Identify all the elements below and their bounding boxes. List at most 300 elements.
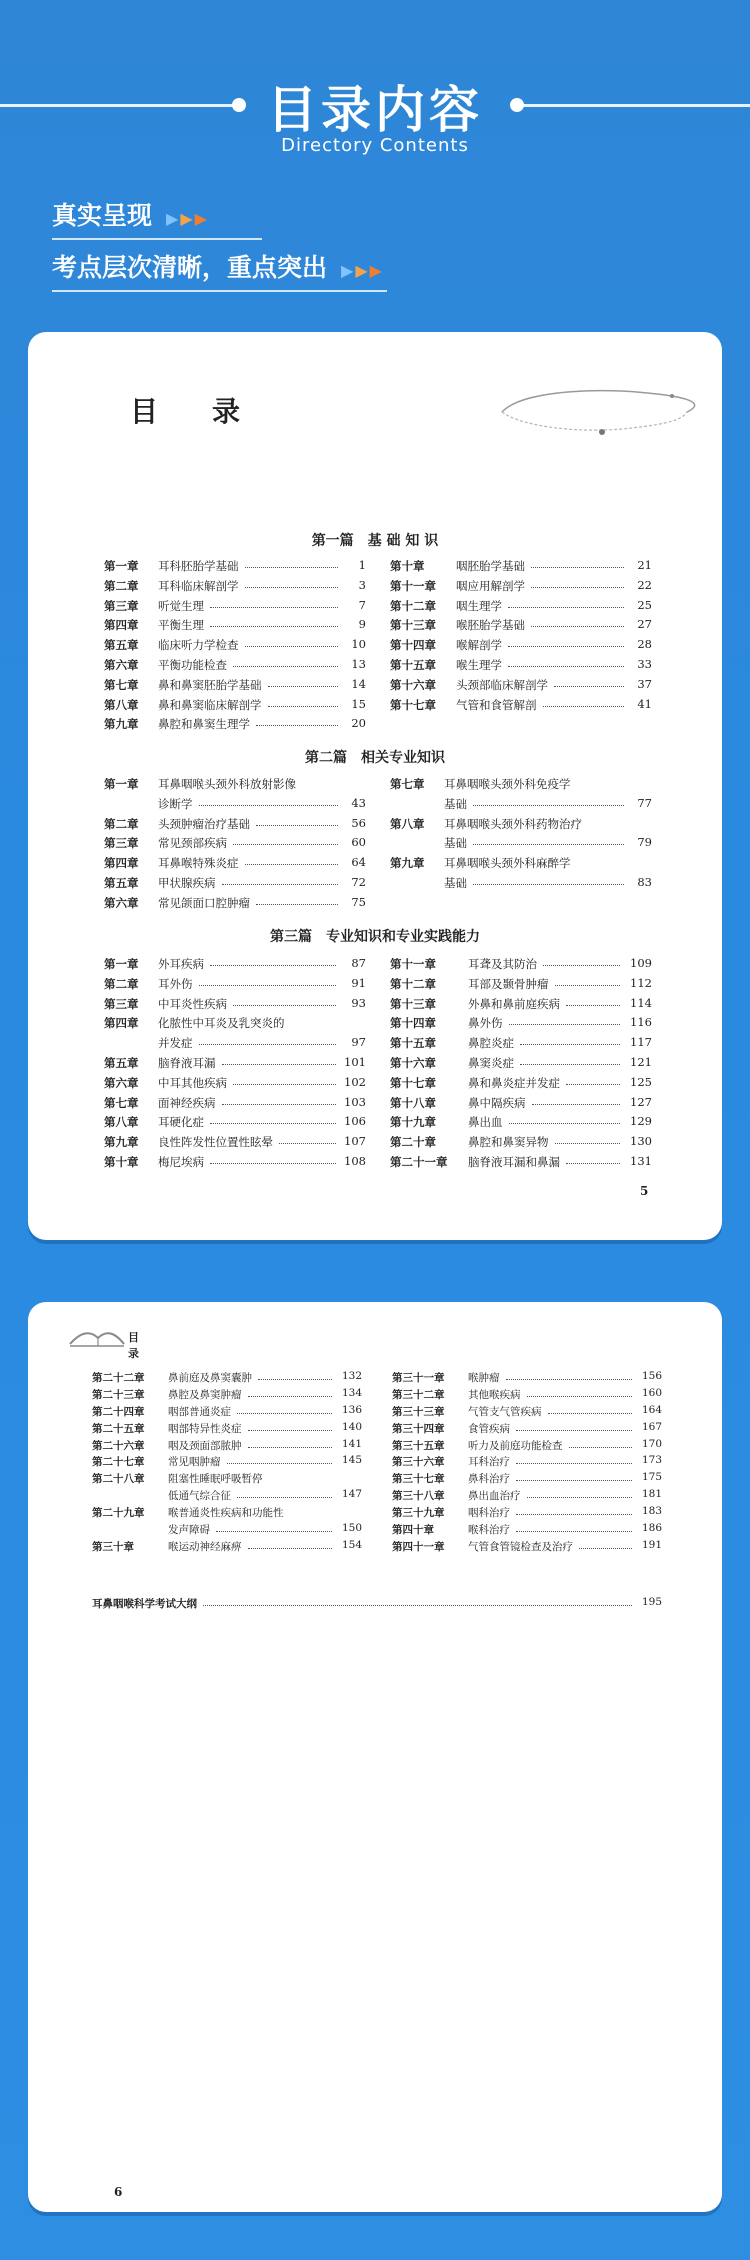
page-ref: 13 <box>351 656 366 671</box>
chapter-title: 耳鼻咽喉头颈外科麻醉学 <box>444 856 571 871</box>
chapter-number: 第二十章 <box>390 1135 436 1150</box>
page-ref: 167 <box>641 1420 662 1433</box>
leader-dots <box>532 1095 620 1105</box>
exam-outline-entry <box>92 1596 662 1613</box>
chapter-number: 第十二章 <box>390 976 436 991</box>
toc-entry <box>104 875 366 895</box>
chapter-number: 第九章 <box>104 717 139 732</box>
page-ref: 10 <box>351 637 366 652</box>
leader-dots <box>520 1035 620 1045</box>
chapter-title: 鼻和鼻炎症并发症 <box>468 1075 560 1090</box>
toc-entry <box>92 1404 362 1421</box>
feature-tag-2 <box>52 248 384 284</box>
chapter-number: 第十三章 <box>390 618 436 633</box>
chapter-number: 第二十九章 <box>92 1507 145 1520</box>
toc-entry <box>390 835 652 855</box>
page-ref: 22 <box>637 577 652 592</box>
page-ref: 15 <box>351 696 366 711</box>
toc-entry <box>92 1454 362 1471</box>
chapter-title: 面神经疾病 <box>158 1095 216 1110</box>
chapter-title: 咽部普通炎症 <box>168 1405 231 1418</box>
page-ref: 141 <box>341 1437 362 1450</box>
chapter-number: 第二十七章 <box>92 1456 145 1469</box>
leader-dots <box>216 1522 332 1532</box>
chapter-title: 耳鼻咽喉头颈外科免疫学 <box>444 777 571 791</box>
toc-entry <box>392 1438 662 1455</box>
chapter-number: 第七章 <box>104 677 139 692</box>
leader-dots <box>569 1438 632 1448</box>
page-ref: 147 <box>341 1488 362 1501</box>
toc-entry <box>92 1370 362 1387</box>
leader-dots <box>258 1370 332 1380</box>
toc-entry <box>392 1404 662 1421</box>
page-ref: 41 <box>637 696 652 711</box>
toc-entry <box>392 1522 662 1539</box>
toc-entry <box>392 1421 662 1438</box>
feature-tag-1 <box>52 196 209 232</box>
chapter-number: 第十章 <box>390 559 425 573</box>
page-ref: 164 <box>641 1403 662 1416</box>
chapter-title: 喉胚胎学基础 <box>456 618 525 633</box>
toc-entry <box>390 637 652 657</box>
toc-entry <box>104 1095 366 1115</box>
toc-entry <box>92 1387 362 1404</box>
toc-entry <box>104 1134 366 1154</box>
chapter-number: 第三十三章 <box>392 1405 445 1418</box>
toc-entry <box>104 1114 366 1134</box>
feature-tag-2-underline <box>52 290 387 292</box>
chapter-title: 并发症 <box>158 1036 193 1051</box>
book-logo-icon <box>68 1324 126 1350</box>
leader-dots <box>245 855 338 865</box>
page-subtitle: Directory Contents <box>281 135 469 156</box>
leader-dots <box>548 1404 632 1414</box>
chapter-number: 第六章 <box>104 1075 139 1090</box>
part-2-left-column <box>104 776 366 915</box>
toc-entry <box>104 1015 366 1035</box>
leader-dots <box>531 578 624 588</box>
page-ref: 195 <box>641 1596 662 1608</box>
chapter-title: 咽生理学 <box>456 598 502 613</box>
leader-dots <box>222 1055 336 1065</box>
toc-entry <box>390 976 652 996</box>
page-ref: 134 <box>341 1386 362 1399</box>
chapter-title: 耳外伤 <box>158 976 193 991</box>
chapter-number: 第八章 <box>390 816 425 831</box>
toc-entry <box>104 1035 366 1055</box>
leader-dots <box>473 875 624 885</box>
chapter-title: 鼻和鼻窦胚胎学基础 <box>158 677 262 692</box>
chapter-title: 外鼻和鼻前庭疾病 <box>468 996 560 1011</box>
toc-entry <box>392 1471 662 1488</box>
chapter-number: 第二十二章 <box>92 1372 145 1384</box>
leader-dots <box>237 1404 332 1414</box>
chapter-title: 鼻外伤 <box>468 1016 503 1031</box>
page-ref: 186 <box>641 1522 662 1535</box>
leader-dots <box>203 1596 632 1606</box>
page-ref: 107 <box>344 1134 366 1149</box>
toc-entry <box>392 1539 662 1556</box>
leader-dots <box>473 796 624 806</box>
chapter-title: 耳鼻咽喉头颈外科放射影像 <box>158 777 296 791</box>
chapter-number: 第十九章 <box>390 1115 436 1130</box>
toc-entry <box>390 1075 652 1095</box>
chapter-title: 阻塞性睡眠呼吸暂停 <box>168 1473 263 1486</box>
page-ref: 116 <box>630 1015 652 1030</box>
page-ref: 20 <box>351 716 366 731</box>
leader-dots <box>222 875 338 885</box>
toc-entry <box>390 776 652 796</box>
toc-page-5 <box>28 332 722 1240</box>
toc-heading: 目 录 <box>130 395 243 428</box>
chapter-title: 喉普通炎性疾病和功能性 <box>168 1507 284 1520</box>
chapter-title: 常见颈部疾病 <box>158 836 227 851</box>
toc-entry <box>104 996 366 1016</box>
chapter-number: 第三十四章 <box>392 1422 445 1435</box>
page-ref: 129 <box>630 1114 652 1129</box>
chapter-title: 咽科治疗 <box>468 1507 510 1520</box>
toc-entry <box>104 716 366 736</box>
chapter-number: 第十三章 <box>390 996 436 1011</box>
chapter-title: 鼻腔和鼻窦异物 <box>468 1135 549 1150</box>
chapter-title: 中耳其他疾病 <box>158 1075 227 1090</box>
leader-dots <box>508 657 624 667</box>
toc-entry <box>104 776 366 796</box>
chapter-title: 鼻科治疗 <box>468 1473 510 1486</box>
page-ref: 43 <box>351 795 366 810</box>
leader-dots <box>233 657 338 667</box>
toc-entry <box>390 1035 652 1055</box>
leader-dots <box>245 558 338 568</box>
leader-dots <box>256 895 338 905</box>
toc-entry <box>104 895 366 915</box>
chapter-title: 耳科胚胎学基础 <box>158 559 239 573</box>
page-ref: 136 <box>341 1403 362 1416</box>
toc-entry <box>104 697 366 717</box>
chapter-title: 喉肿瘤 <box>468 1372 500 1384</box>
toc-entry <box>390 677 652 697</box>
toc-entry <box>92 1505 362 1522</box>
page-ref: 102 <box>344 1074 366 1089</box>
page-ref: 83 <box>637 874 652 889</box>
chapter-title: 外耳疾病 <box>158 957 204 971</box>
chapter-number: 第十六章 <box>390 1055 436 1070</box>
page-ref: 150 <box>341 1522 362 1535</box>
page-ref: 121 <box>630 1054 652 1069</box>
toc-entry <box>390 697 652 717</box>
page-ref: 75 <box>351 894 366 909</box>
leader-dots <box>508 637 624 647</box>
page-ref: 108 <box>344 1153 366 1168</box>
chapter-number: 第四章 <box>104 618 139 633</box>
toc-entry <box>390 1114 652 1134</box>
page-ref: 131 <box>630 1153 652 1168</box>
chapter-number: 第七章 <box>390 777 425 791</box>
page-ref: 117 <box>630 1035 652 1050</box>
chapter-title: 脑脊液耳漏 <box>158 1055 216 1070</box>
toc-entry <box>392 1370 662 1387</box>
chapter-title: 鼻中隔疾病 <box>468 1095 526 1110</box>
leader-dots <box>509 1114 620 1124</box>
chapter-title: 咽部特异性炎症 <box>168 1422 242 1435</box>
page-ref: 9 <box>358 617 366 632</box>
page-ref: 114 <box>630 995 652 1010</box>
page-ref: 97 <box>351 1035 366 1050</box>
chapter-number: 第十章 <box>104 1154 139 1169</box>
chapter-number: 第二十五章 <box>92 1422 145 1435</box>
leader-dots <box>516 1471 632 1481</box>
leader-dots <box>268 697 338 707</box>
page-6-right-column <box>392 1370 662 1556</box>
chapter-number: 第九章 <box>104 1135 139 1150</box>
page-ref: 21 <box>637 558 652 572</box>
chapter-number: 第四十章 <box>392 1524 434 1537</box>
leader-dots <box>248 1387 332 1397</box>
toc-entry <box>92 1539 362 1556</box>
toc-entry <box>390 1154 652 1174</box>
page-ref: 28 <box>637 637 652 652</box>
toc-entry <box>104 657 366 677</box>
chapter-title: 基础 <box>444 796 467 811</box>
chapter-number: 第十一章 <box>390 957 436 971</box>
toc-entry <box>390 996 652 1016</box>
leader-dots <box>566 996 620 1006</box>
chapter-title: 喉科治疗 <box>468 1524 510 1537</box>
ring-decoration-icon <box>482 382 712 442</box>
part-3-right-column <box>390 956 652 1174</box>
toc-entry <box>390 617 652 637</box>
toc-entry <box>92 1522 362 1539</box>
leader-dots <box>248 1539 332 1549</box>
chapter-title: 食管疾病 <box>468 1422 510 1435</box>
page-ref: 60 <box>351 835 366 850</box>
leader-dots <box>256 816 338 826</box>
page-ref: 109 <box>630 956 652 970</box>
toc-entry <box>104 598 366 618</box>
page-ref: 112 <box>630 975 652 990</box>
chapter-number: 第四十一章 <box>392 1540 445 1553</box>
page-ref: 130 <box>630 1134 652 1149</box>
leader-dots <box>555 1134 620 1144</box>
page-ref: 170 <box>641 1437 662 1450</box>
chapter-number: 第八章 <box>104 1115 139 1130</box>
page-ref: 132 <box>341 1370 362 1382</box>
part-3-left-column <box>104 956 366 1174</box>
leader-dots <box>579 1539 632 1549</box>
chapter-number: 第二十八章 <box>92 1473 145 1486</box>
chapter-number: 第四章 <box>104 1016 139 1031</box>
chapter-title: 脑脊液耳漏和鼻漏 <box>468 1154 560 1169</box>
chapter-number: 第十一章 <box>390 578 436 593</box>
page-ref: 91 <box>351 975 366 990</box>
leader-dots <box>245 637 338 647</box>
page-ref: 79 <box>637 835 652 850</box>
chapter-number: 第三十一章 <box>392 1372 445 1384</box>
chapter-number: 第十四章 <box>390 1016 436 1031</box>
chapter-number: 第三十五章 <box>392 1439 445 1452</box>
leader-dots <box>256 716 338 726</box>
part-3-title: 第三篇 专业知识和专业实践能力 <box>270 929 480 945</box>
toc-entry <box>104 1055 366 1075</box>
leader-dots <box>210 617 338 627</box>
leader-dots <box>473 835 624 845</box>
chapter-title: 气管支气管疾病 <box>468 1405 542 1418</box>
chapter-title: 耳鼻喉特殊炎症 <box>158 856 239 871</box>
page-ref: 3 <box>358 577 366 592</box>
leader-dots <box>222 1095 336 1105</box>
chapter-number: 第二十四章 <box>92 1405 145 1418</box>
page-ref: 87 <box>351 956 366 970</box>
chapter-title: 基础 <box>444 875 467 890</box>
chapter-title: 耳科治疗 <box>468 1456 510 1469</box>
chapter-title: 鼻窦炎症 <box>468 1055 514 1070</box>
toc-entry <box>390 875 652 895</box>
chapter-title: 咽应用解剖学 <box>456 578 525 593</box>
toc-entry <box>390 598 652 618</box>
feature-tag-1-underline <box>52 238 262 240</box>
chapter-number: 第十五章 <box>390 657 436 672</box>
chapter-title: 化脓性中耳炎及乳突炎的 <box>158 1016 285 1031</box>
page-ref: 125 <box>630 1074 652 1089</box>
leader-dots <box>566 1154 620 1164</box>
chapter-title: 鼻腔炎症 <box>468 1036 514 1051</box>
leader-dots <box>233 1075 336 1085</box>
toc-entry <box>104 1154 366 1174</box>
toc-entry <box>390 578 652 598</box>
chapter-number: 第二十六章 <box>92 1439 145 1452</box>
page-ref: 37 <box>637 676 652 691</box>
leader-dots <box>516 1522 632 1532</box>
chapter-number: 第九章 <box>390 856 425 871</box>
chapter-number: 第十六章 <box>390 677 436 692</box>
page-number: 5 <box>640 1184 649 1198</box>
leader-dots <box>520 1055 620 1065</box>
page-ref: 103 <box>344 1094 366 1109</box>
toc-entry <box>390 855 652 875</box>
chapter-title: 临床听力学检查 <box>158 638 239 653</box>
chapter-title: 听觉生理 <box>158 598 204 613</box>
chapter-number: 第十七章 <box>390 1075 436 1090</box>
chapter-title: 鼻和鼻窦临床解剖学 <box>158 697 262 712</box>
chapter-title: 常见颌面口腔肿瘤 <box>158 895 250 910</box>
chapter-number: 第十五章 <box>390 1036 436 1051</box>
page-ref: 106 <box>344 1114 366 1129</box>
page-ref: 127 <box>630 1094 652 1109</box>
page-ref: 140 <box>341 1420 362 1433</box>
leader-dots <box>199 976 336 986</box>
feature-tag-1-text: 真实呈现 <box>52 201 153 230</box>
toc-entry <box>104 578 366 598</box>
part-2-title: 第二篇 相关专业知识 <box>305 750 445 766</box>
page-ref: 156 <box>641 1370 662 1382</box>
leader-dots <box>268 677 338 687</box>
chapter-title: 其他喉疾病 <box>468 1388 521 1401</box>
chapter-number: 第五章 <box>104 638 139 653</box>
page-ref: 1 <box>358 558 366 572</box>
page-ref: 101 <box>344 1054 366 1069</box>
leader-dots <box>279 1134 336 1144</box>
leader-dots <box>210 956 336 966</box>
chapter-title: 耳硬化症 <box>158 1115 204 1130</box>
chapter-title: 喉运动神经麻痹 <box>168 1540 242 1553</box>
chapter-title: 常见咽肿瘤 <box>168 1456 221 1469</box>
chapter-title: 耳聋及其防治 <box>468 957 537 971</box>
chapter-title: 头颈部临床解剖学 <box>456 677 548 692</box>
chapter-number: 第一章 <box>104 777 139 791</box>
chapter-number: 第一章 <box>104 957 139 971</box>
chapter-title: 头颈肿瘤治疗基础 <box>158 816 250 831</box>
chapter-number: 第二章 <box>104 816 139 831</box>
leader-dots <box>508 598 624 608</box>
page-ref: 56 <box>351 815 366 830</box>
leader-dots <box>516 1454 632 1464</box>
page-ref: 175 <box>641 1471 662 1484</box>
page-ref: 191 <box>641 1538 662 1551</box>
leader-dots <box>233 835 338 845</box>
part-1-title: 第一篇 基 础 知 识 <box>311 533 439 549</box>
chapter-number: 第六章 <box>104 657 139 672</box>
chapter-number: 第十二章 <box>390 598 436 613</box>
toc-entry <box>104 677 366 697</box>
page-ref: 72 <box>351 874 366 889</box>
page-ref: 27 <box>637 617 652 632</box>
chapter-title: 咽胚胎学基础 <box>456 559 525 573</box>
chapter-title: 鼻出血 <box>468 1115 503 1130</box>
chapter-number: 第三章 <box>104 996 139 1011</box>
toc-entry <box>390 657 652 677</box>
chapter-title: 平衡功能检查 <box>158 657 227 672</box>
chapter-title: 诊断学 <box>158 796 193 811</box>
page-ref: 93 <box>351 995 366 1010</box>
leader-dots <box>531 558 624 568</box>
toc-entry <box>92 1421 362 1438</box>
toc-entry <box>104 835 366 855</box>
leader-dots <box>566 1075 620 1085</box>
chapter-title: 咽及颈面部脓肿 <box>168 1439 242 1452</box>
page-title: 目录内容 <box>267 81 483 139</box>
toc-entry <box>392 1505 662 1522</box>
toc-entry <box>392 1488 662 1505</box>
page-ref: 173 <box>641 1454 662 1467</box>
toc-entry <box>92 1488 362 1505</box>
chapter-number: 第五章 <box>104 1055 139 1070</box>
chapter-number: 第十八章 <box>390 1095 436 1110</box>
chapter-title: 良性阵发性位置性眩晕 <box>158 1135 273 1150</box>
chapter-number: 第十七章 <box>390 697 436 712</box>
chapter-number: 第三十六章 <box>392 1456 445 1469</box>
toc-entry <box>104 855 366 875</box>
page-ref: 25 <box>637 597 652 612</box>
leader-dots <box>237 1488 332 1498</box>
page-ref: 77 <box>637 795 652 810</box>
toc-entry <box>390 1055 652 1075</box>
chapter-number: 第四章 <box>104 856 139 871</box>
toc-entry <box>92 1596 662 1613</box>
leader-dots <box>210 1114 336 1124</box>
chapter-title: 听力及前庭功能检查 <box>468 1439 563 1452</box>
toc-entry <box>104 816 366 836</box>
toc-entry <box>390 956 652 976</box>
toc-entry <box>390 816 652 836</box>
page-ref: 160 <box>641 1386 662 1399</box>
chapter-number: 第七章 <box>104 1095 139 1110</box>
page-ref: 64 <box>351 855 366 870</box>
leader-dots <box>199 1035 336 1045</box>
chapter-number: 第二章 <box>104 578 139 593</box>
leader-dots <box>199 796 338 806</box>
toc-entry <box>104 558 366 578</box>
chapter-title: 喉生理学 <box>456 657 502 672</box>
